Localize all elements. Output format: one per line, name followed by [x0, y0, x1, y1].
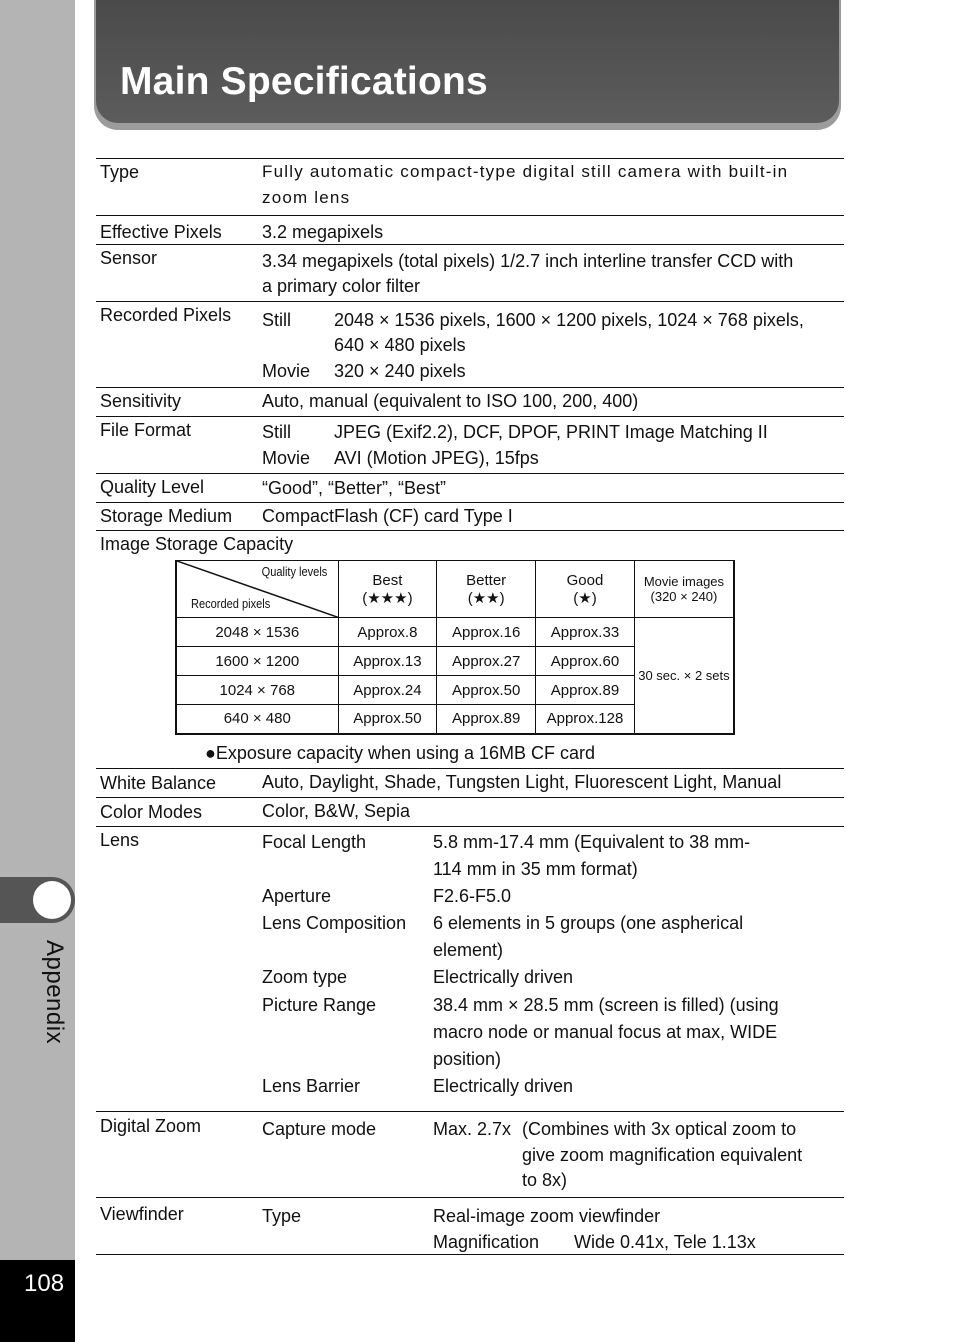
spec-label-recorded-pixels: Recorded Pixels [100, 305, 232, 325]
cell-best: Approx.24 [338, 676, 437, 705]
table-corner-cell [176, 561, 338, 618]
spec-value-color-modes: Color, B&W, Sepia [262, 801, 411, 821]
lens-picture-range-value: 38.4 mm × 28.5 mm (screen is filled) (using [433, 995, 779, 1015]
header-label: Good [566, 571, 604, 589]
viewfinder-type-value: Real-image zoom viewfinder [433, 1206, 661, 1226]
file-still-value: JPEG (Exif2.2), DCF, DPOF, PRINT Image Matching II [334, 422, 768, 442]
cell-good: Approx.33 [536, 618, 635, 647]
cell-good: Approx.128 [536, 705, 635, 734]
header-better [437, 561, 536, 618]
cell-better: Approx.27 [437, 647, 536, 676]
viewfinder-type-label: Type [262, 1206, 302, 1226]
recorded-still-value: 2048 × 1536 pixels, 1600 × 1200 pixels, 1024 × 768 pixels, [334, 310, 804, 330]
lens-barrier-label: Lens Barrier [262, 1076, 361, 1096]
lens-composition-value: element) [433, 940, 504, 960]
cell-good: Approx.89 [536, 676, 635, 705]
spec-value-type: zoom lens [262, 188, 351, 207]
section-label: Appendix [41, 940, 68, 1045]
zoom-description: give zoom magnification equivalent [522, 1145, 803, 1165]
viewfinder-magnification-label: Magnification [433, 1232, 540, 1252]
lens-composition-label: Lens Composition [262, 913, 407, 933]
sidebar [0, 0, 75, 1342]
recorded-still-value: 640 × 480 pixels [334, 335, 466, 355]
rule [96, 797, 844, 798]
spec-label-type: Type [100, 162, 140, 182]
header-label: Better [466, 571, 507, 589]
rule [96, 1111, 844, 1112]
cell-good: Approx.60 [536, 647, 635, 676]
header-stars: (★★★) [362, 589, 413, 607]
cell-better: Approx.16 [437, 618, 536, 647]
spec-label-lens: Lens [100, 830, 140, 850]
recorded-pixels-label: Recorded pixels [191, 596, 271, 611]
lens-focal-length-label: Focal Length [262, 832, 367, 852]
row-pixels: 1600 × 1200 [176, 647, 338, 676]
header-sub: (320 × 240) [650, 589, 718, 604]
lens-focal-length-value: 114 mm in 35 mm format) [433, 859, 638, 879]
spec-label-color-modes: Color Modes [100, 802, 203, 822]
cell-better: Approx.89 [437, 705, 536, 734]
page-number: 108 [24, 1270, 65, 1297]
zoom-description: to 8x) [522, 1170, 568, 1190]
spec-value-sensor: 3.34 megapixels (total pixels) 1/2.7 inch interline transfer CCD with [262, 251, 794, 271]
spec-label-viewfinder: Viewfinder [100, 1204, 184, 1224]
file-movie-label: Movie [262, 448, 311, 468]
spec-label-image-storage-capacity: Image Storage Capacity [100, 534, 294, 554]
spec-label-effective-pixels: Effective Pixels [100, 222, 222, 242]
rule [96, 826, 844, 827]
lens-barrier-value: Electrically driven [433, 1076, 574, 1096]
lens-aperture-value: F2.6-F5.0 [433, 886, 512, 906]
spec-label-sensor: Sensor [100, 248, 158, 268]
page-title: Main Specifications [120, 60, 488, 103]
spec-value-sensor: a primary color filter [262, 276, 421, 296]
lens-aperture-label: Aperture [262, 886, 332, 906]
rule [96, 473, 844, 474]
spec-value-type: Fully automatic compact-type digital still camera with built-in [262, 162, 789, 181]
header-label: Best [372, 571, 403, 589]
lens-focal-length-value: 5.8 mm-17.4 mm (Equivalent to 38 mm- [433, 832, 751, 852]
spec-value-storage-medium: CompactFlash (CF) card Type I [262, 506, 513, 526]
spec-label-digital-zoom: Digital Zoom [100, 1116, 202, 1136]
header-movie [634, 561, 734, 618]
cell-better: Approx.50 [437, 676, 536, 705]
rule [96, 215, 844, 216]
capacity-table [175, 560, 735, 735]
zoom-description: (Combines with 3x optical zoom to [522, 1119, 797, 1139]
lens-composition-value: 6 elements in 5 groups (one aspherical [433, 913, 744, 933]
cell-best: Approx.50 [338, 705, 437, 734]
viewfinder-magnification-value: Wide 0.41x, Tele 1.13x [574, 1232, 756, 1252]
row-pixels: 640 × 480 [176, 705, 338, 734]
quality-levels-label: Quality levels [261, 564, 328, 579]
row-pixels: 2048 × 1536 [176, 618, 338, 647]
cell-best: Approx.8 [338, 618, 437, 647]
section-tab-circle [33, 881, 71, 919]
header-good [536, 561, 635, 618]
lens-zoom-type-label: Zoom type [262, 967, 348, 987]
spec-value-sensitivity: Auto, manual (equivalent to ISO 100, 200, 400) [262, 391, 639, 411]
row-pixels: 1024 × 768 [176, 676, 338, 705]
rule [96, 1197, 844, 1198]
spec-value-quality-level: “Good”, “Better”, “Best” [262, 478, 447, 498]
lens-picture-range-label: Picture Range [262, 995, 377, 1015]
zoom-max-value: Max. 2.7x [433, 1119, 512, 1139]
spec-label-sensitivity: Sensitivity [100, 391, 182, 411]
lens-picture-range-value: position) [433, 1049, 502, 1069]
zoom-mode-label: Capture mode [262, 1119, 377, 1139]
spec-label-storage-medium: Storage Medium [100, 506, 233, 526]
spec-label-file-format: File Format [100, 420, 192, 440]
recorded-still-label: Still [262, 310, 292, 330]
spec-value-white-balance: Auto, Daylight, Shade, Tungsten Light, Fluorescent Light, Manual [262, 772, 782, 792]
header-stars: (★★) [467, 589, 505, 607]
spec-label-white-balance: White Balance [100, 773, 217, 793]
capacity-note: ●Exposure capacity when using a 16MB CF card [205, 743, 596, 763]
cell-best: Approx.13 [338, 647, 437, 676]
spec-value-effective-pixels: 3.2 megapixels [262, 222, 384, 242]
lens-picture-range-value: macro node or manual focus at max, WIDE [433, 1022, 778, 1042]
header-label: Movie images [643, 574, 725, 589]
header-stars: (★) [573, 589, 597, 607]
file-movie-value: AVI (Motion JPEG), 15fps [334, 448, 539, 468]
recorded-movie-value: 320 × 240 pixels [334, 361, 466, 381]
spec-label-quality-level: Quality Level [100, 477, 205, 497]
rule [96, 416, 844, 417]
lens-zoom-type-value: Electrically driven [433, 967, 574, 987]
file-still-label: Still [262, 422, 292, 442]
recorded-movie-label: Movie [262, 361, 311, 381]
table-row [176, 618, 734, 647]
header-best [338, 561, 437, 618]
cell-movie: 30 sec. × 2 sets [634, 618, 734, 734]
